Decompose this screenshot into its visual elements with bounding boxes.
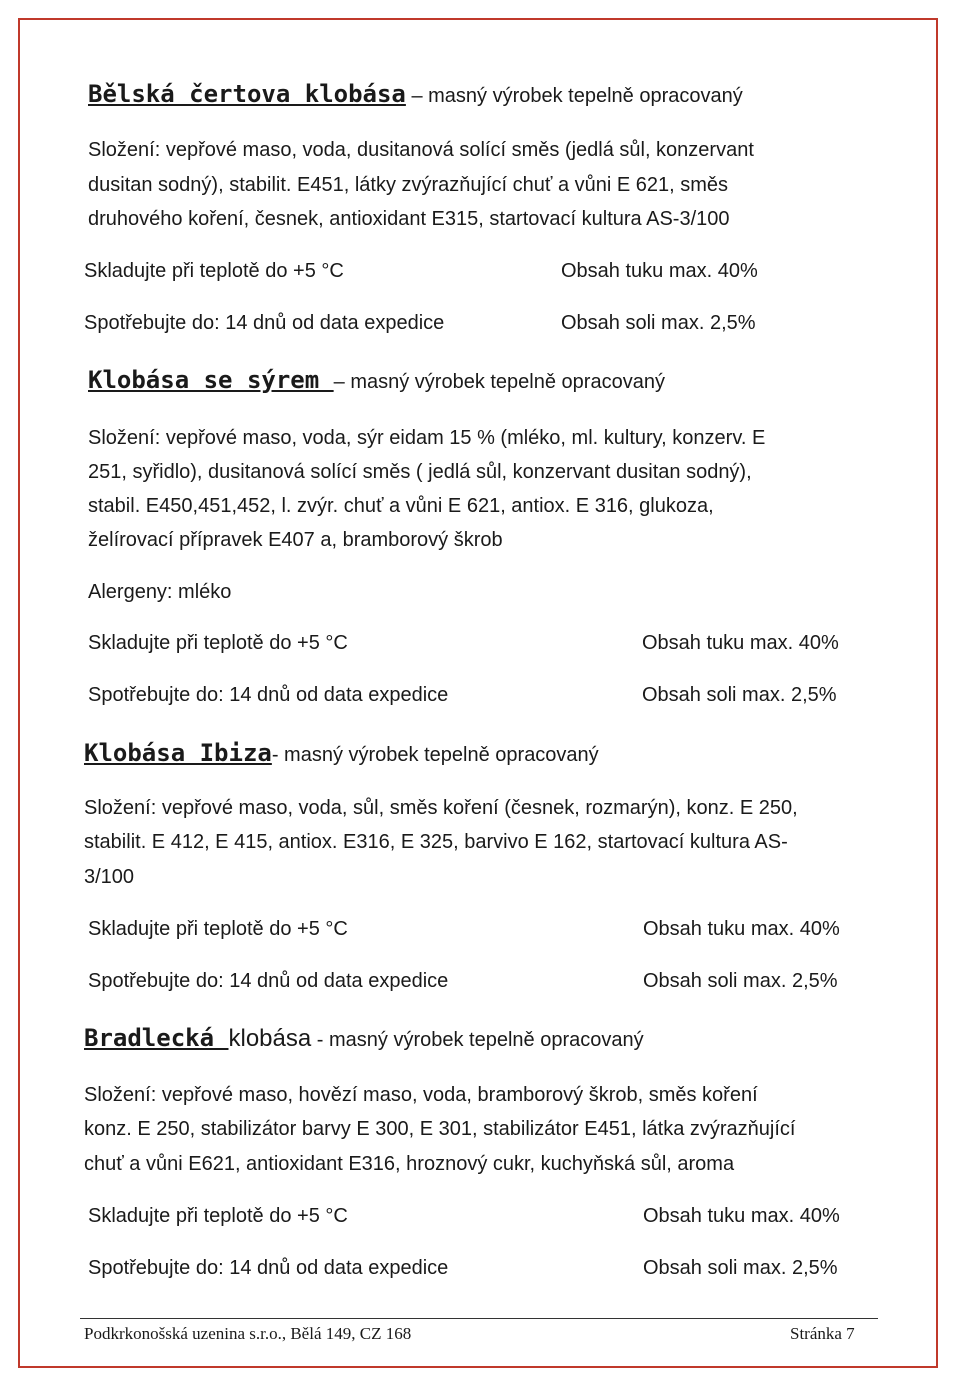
composition-line: druhového koření, česnek, antioxidant E315, startovací kultura AS-3/100 (88, 208, 730, 230)
composition-line: chuť a vůni E621, antioxidant E316, hroznový cukr, kuchyňská sůl, aroma (84, 1153, 735, 1175)
salt-text: Obsah soli max. 2,5% (561, 312, 756, 334)
product-heading (84, 741, 599, 767)
footer-company: Podkrkonošská uzenina s.r.o., Bělá 149, CZ 168 (84, 1324, 412, 1343)
salt-text: Obsah soli max. 2,5% (642, 684, 837, 706)
product-title: Klobása se sýrem (88, 366, 334, 394)
product-subtitle: – masný výrobek tepelně opracovaný (333, 371, 665, 393)
product-subtitle: - masný výrobek tepelně opracovaný (311, 1029, 644, 1051)
fat-text: Obsah tuku max. 40% (643, 1205, 840, 1227)
storage-text: Skladujte při teplotě do +5 °C (88, 632, 348, 654)
storage-text: Skladujte při teplotě do +5 °C (88, 1205, 348, 1227)
product-title-plain: klobása (228, 1025, 312, 1052)
product-heading (88, 82, 743, 108)
composition-line: stabilit. E 412, E 415, antiox. E316, E 325, barvivo E 162, startovací kultura AS- (84, 831, 788, 853)
salt-text: Obsah soli max. 2,5% (643, 970, 838, 992)
product-subtitle: – masný výrobek tepelně opracovaný (405, 85, 743, 107)
composition-line: Složení: vepřové maso, voda, sůl, směs koření (česnek, rozmarýn), konz. E 250, (84, 797, 798, 819)
fat-text: Obsah tuku max. 40% (561, 260, 758, 282)
use-by-text: Spotřebujte do: 14 dnů od data expedice (88, 1257, 449, 1279)
product-heading (88, 368, 665, 394)
storage-text: Skladujte při teplotě do +5 °C (84, 260, 344, 282)
composition-line: dusitan sodný), stabilit. E451, látky zvýrazňující chuť a vůni E 621, směs (88, 174, 729, 196)
composition-line: konz. E 250, stabilizátor barvy E 300, E 301, stabilizátor E451, látka zvýrazňující (84, 1118, 796, 1140)
allergens-text: Alergeny: mléko (88, 581, 232, 603)
product-title: Klobása Ibiza (84, 739, 272, 767)
storage-text: Skladujte při teplotě do +5 °C (88, 918, 348, 940)
product-title: Bradlecká (84, 1024, 229, 1052)
composition-line: želírovací přípravek E407 a, bramborový škrob (88, 529, 503, 551)
composition-line: Složení: vepřové maso, voda, dusitanová solící směs (jedlá sůl, konzervant (88, 139, 754, 161)
footer-divider (80, 1318, 878, 1319)
composition-line: Složení: vepřové maso, voda, sýr eidam 15 % (mléko, ml. kultury, konzerv. E (88, 427, 766, 449)
product-title: Bělská čertova klobása (88, 80, 406, 108)
salt-text: Obsah soli max. 2,5% (643, 1257, 838, 1279)
use-by-text: Spotřebujte do: 14 dnů od data expedice (88, 684, 449, 706)
fat-text: Obsah tuku max. 40% (642, 632, 839, 654)
footer-page-number: Stránka 7 (790, 1324, 855, 1343)
composition-line: Složení: vepřové maso, hovězí maso, voda, bramborový škrob, směs koření (84, 1084, 758, 1106)
use-by-text: Spotřebujte do: 14 dnů od data expedice (84, 312, 445, 334)
use-by-text: Spotřebujte do: 14 dnů od data expedice (88, 970, 449, 992)
composition-line: 3/100 (84, 866, 135, 888)
composition-line: 251, syřidlo), dusitanová solící směs ( jedlá sůl, konzervant dusitan sodný), (88, 461, 752, 483)
product-heading (84, 1026, 644, 1052)
fat-text: Obsah tuku max. 40% (643, 918, 840, 940)
product-subtitle: - masný výrobek tepelně opracovaný (271, 744, 599, 766)
composition-line: stabil. E450,451,452, l. zvýr. chuť a vůni E 621, antiox. E 316, glukoza, (88, 495, 714, 517)
